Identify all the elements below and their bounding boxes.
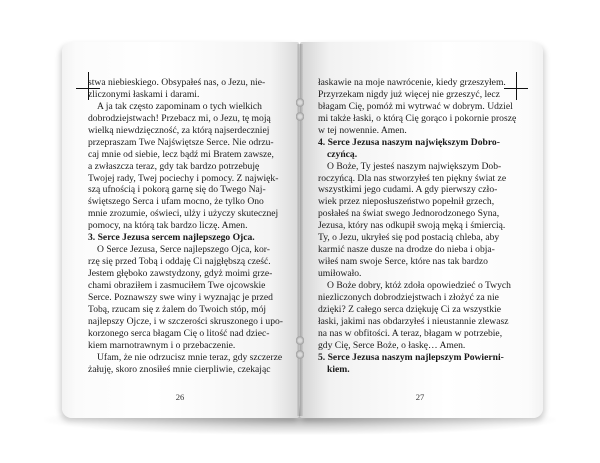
text-line: karmić nasze dusze na drodze do nieba i obja-: [318, 244, 495, 256]
text-line: O Serce Jezusa, Serce najlepszego Ojca, kor-: [97, 244, 270, 256]
text-line: wszystkimi jego cudami. A gdy pierwszy czło-: [318, 184, 498, 196]
staple-top: [296, 98, 304, 107]
text-line: 3. Serce Jezusa sercem najlepszego Ojca.: [88, 232, 255, 244]
text-line: a zwłaszcza teraz, gdy tak bardzo potrzebuję: [88, 160, 260, 172]
text-line: łaski, jakimi nas obdarzyłeś i nieustannie zlewasz: [318, 315, 509, 327]
left-page-text: [88, 77, 284, 375]
text-line: na nas w obfitości. A teraz, błagam w potrzebie,: [318, 327, 503, 339]
text-line: rzę się przed Tobą i oddaję Ci najgłębszą cześć.: [88, 256, 271, 268]
text-line: chami obraziłem i zasmuciłem Twe ojcowskie: [88, 279, 266, 291]
text-line: O Boże, Ty jesteś naszym największym Dob-: [327, 160, 502, 172]
text-line: szą ufnością i pokorą garnę się do Twego Naj-: [88, 184, 266, 196]
text-line: błagam Cię, pomóż mi wytrwać w dobrym. Udziel: [318, 100, 513, 112]
text-line: Jestem głęboko zawstydzony, gdyż moimi grze-: [88, 268, 273, 279]
text-line: roczyńcą. Dla nas stworzyłeś ten piękny świat ze: [318, 172, 507, 184]
text-line: wiłeś nam swoje Serce, które nas tak bardzo: [318, 256, 488, 268]
text-line: stwa niebieskiego. Obsypałeś nas, o Jezu, nie-: [88, 77, 266, 88]
text-line: caj mnie od siebie, lecz bądź mi Bratem zawsze,: [88, 148, 274, 160]
text-line: mnie zrozumie, oświeci, ulży i użyczy skutecznej: [88, 208, 279, 220]
text-line: najlepszy Ojcze, i w szczerości skruszonego i upo-: [88, 315, 284, 327]
text-line: posłałeś na świat swego Jednorodzonego Syna,: [318, 208, 500, 220]
text-line: 5. Serce Jezusa naszym najlepszym Powierni-: [318, 351, 504, 363]
text-line: Twojej rady, Twej pociechy i pomocy. Z najwięk-: [88, 172, 279, 184]
text-line: niezliczonych dobrodziejstwach i złożyć za nie: [318, 291, 499, 303]
text-line: wielką niewdzięczność, za którą najserdeczniej: [88, 124, 270, 136]
staple-bottom: [296, 336, 304, 345]
text-line: zliczonymi łaskami i darami.: [88, 88, 200, 100]
text-line: Tobą, rzucam się z żalem do Twoich stóp, mój: [88, 303, 267, 315]
text-line: łaskawie na moje nawrócenie, kiedy grzeszyłem.: [318, 77, 506, 88]
text-line: czyńcą.: [327, 148, 358, 160]
text-line: pomocy, na którą tak bardzo liczę. Amen.: [88, 220, 248, 232]
staple-bottom-2: [296, 350, 304, 359]
staple-top-2: [296, 112, 304, 121]
text-line: wiek przez nieposłuszeństwo popełnił grzech,: [318, 196, 495, 208]
text-line: umiłowało.: [318, 268, 362, 279]
crop-mark-right-v: [516, 72, 517, 100]
text-line: żałuję, skoro znosiłeś mnie cierpliwie, czekając: [88, 363, 271, 375]
text-line: mi także łaski, o którą Cię gorąco i pokornie proszę: [318, 112, 517, 124]
text-line: O Boże dobry, któż zdoła opowiedzieć o Twych: [327, 279, 511, 291]
right-page-text: [318, 77, 516, 375]
text-line: 4. Serce Jezusa naszym największym Dobro-: [318, 136, 500, 148]
text-line: Serce. Poznawszy swe winy i wyznając je przed: [88, 291, 273, 303]
text-line: dobrodziejstwach! Przebacz mi, o Jezu, tę moją: [88, 112, 271, 124]
text-line: przepraszam Twe Najświętsze Serce. Nie odrzu-: [88, 136, 274, 148]
text-line: Przyrzekam nigdy już więcej nie grzeszyć, lecz: [318, 88, 500, 100]
text-line: świętszego Serca i ufam mocno, że tylko Ono: [88, 196, 264, 208]
text-line: A ja tak często zapominam o tych wielkich: [97, 100, 262, 112]
text-line: dzięki? Z całego serca dziękuję Ci za wszystkie: [318, 303, 501, 315]
text-line: korzonego serca błagam Cię o litość nad dziec-: [88, 327, 270, 339]
text-line: Ufam, że nie odrzucisz mnie teraz, gdy szczerze: [97, 351, 283, 363]
text-line: Jezusa, który nas odkupił swoją męką i śmiercią.: [318, 220, 506, 232]
text-line: Ty, o Jezu, ukryłeś się pod postacią chleba, aby: [318, 232, 500, 244]
page-number-right: 27: [415, 392, 425, 402]
text-line: kiem.: [327, 363, 350, 375]
page-number-left: 26: [175, 392, 185, 402]
text-line: kiem marnotrawnym i o przebaczenie.: [88, 339, 236, 351]
text-line: w tej nowennie. Amen.: [318, 124, 407, 136]
text-line: gdy Cię, Serce Boże, o łaskę… Amen.: [318, 339, 466, 351]
